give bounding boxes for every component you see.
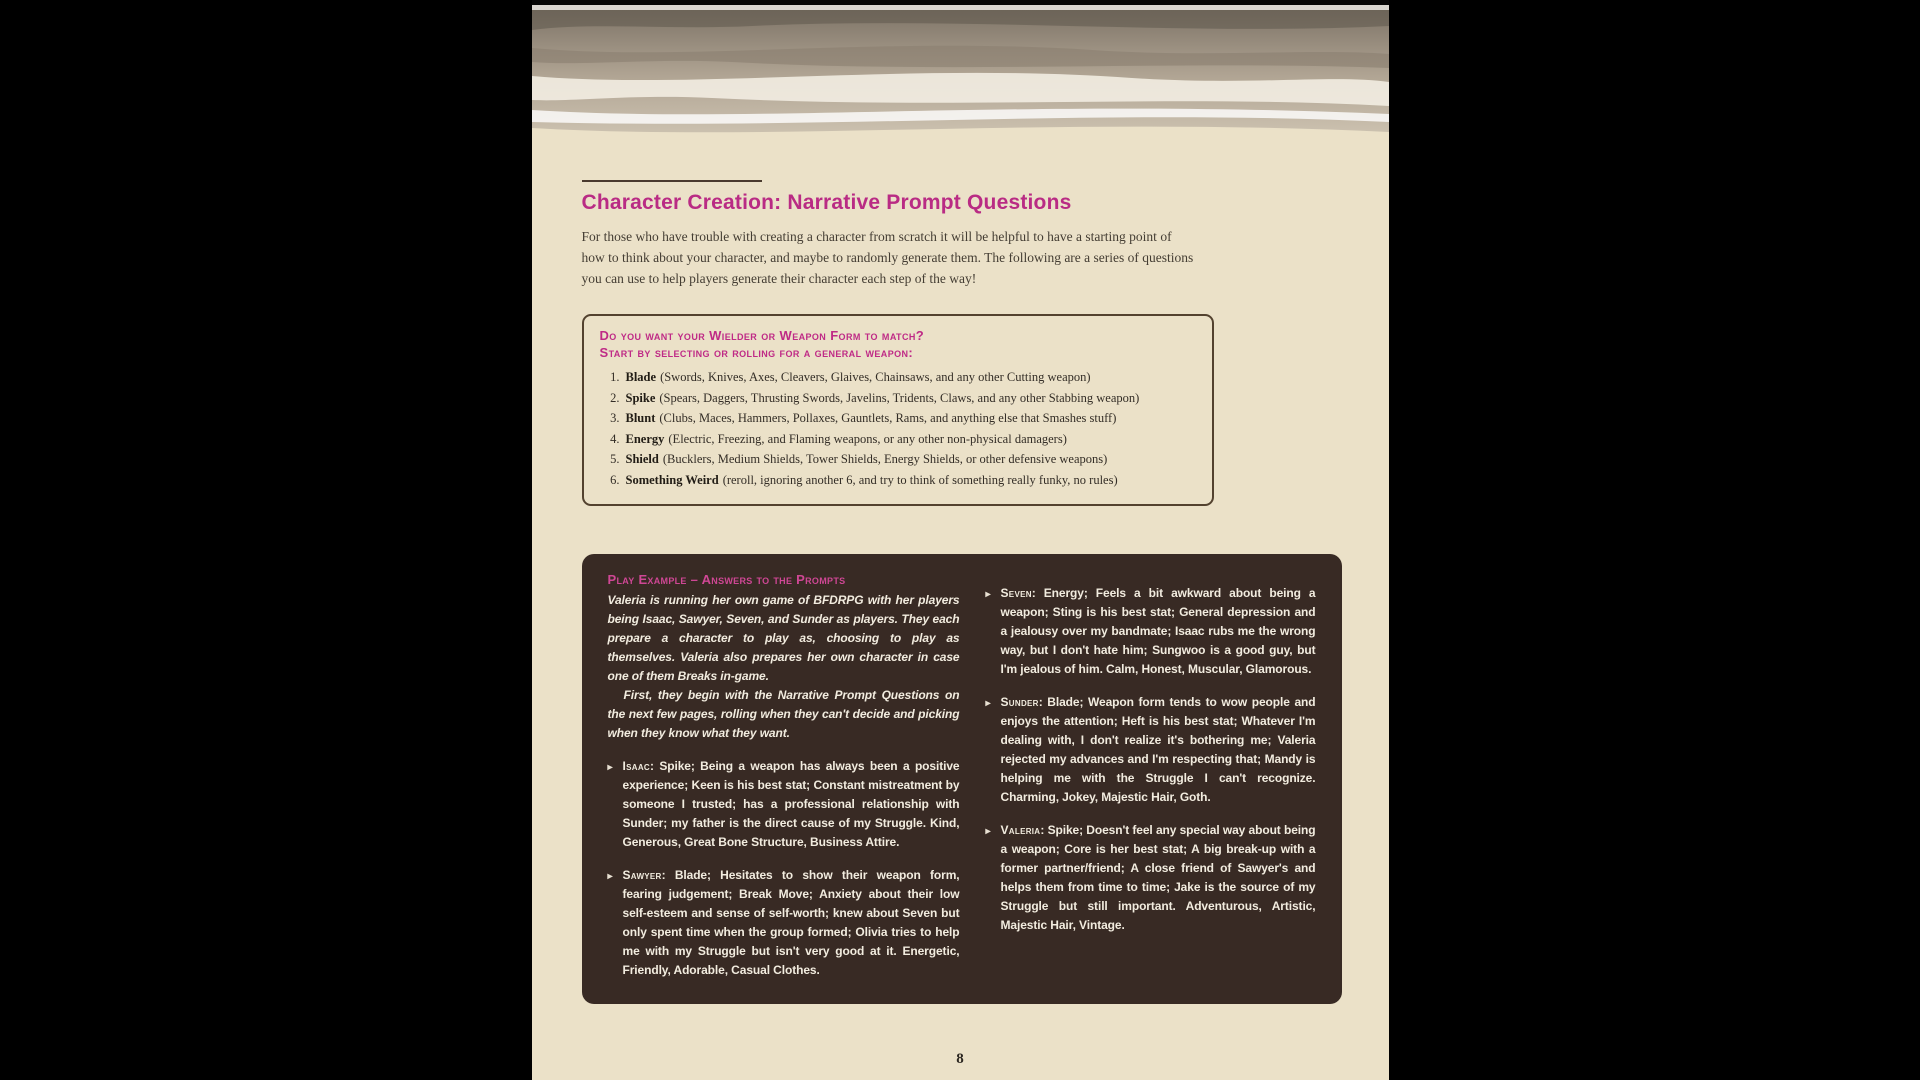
play-example-heading: Play Example – Answers to the Prompts	[607, 572, 846, 587]
character-description: : Blade; Weapon form tends to wow people and enjoys the attention; Heft is his best stat; Whatever I'm dealing with, I don't realize it's bothering me; Valeria rejected my advances and I'm respecting that; Mandy is helping me with the Struggle I can't recognize. Charming, Jokey, Majestic Hair, Goth.	[1000, 695, 1316, 804]
character-entry	[608, 866, 960, 980]
page-title: Character Creation: Narrative Prompt Questions	[581, 191, 1072, 214]
bullet-arrow-icon: ▸	[607, 762, 613, 773]
intro-paragraph: For those who have trouble with creating a character from scratch it will be helpful to have a starting point of how to think about your character, and maybe to randomly generate them. The following are a series of questions you can use to help players generate their character each step of the way!	[581, 229, 1194, 286]
page-content	[532, 180, 1389, 1004]
bullet-arrow-icon: ▸	[985, 698, 991, 709]
character-entry	[986, 693, 1316, 807]
weapon-box-heading: Do you want your Wielder or Weapon Form to match?	[599, 328, 925, 343]
weapon-list	[600, 367, 1196, 490]
character-description: : Spike; Doesn't feel any special way about being a weapon; Core is her best stat; A big break-up with a former partner/friend; A close friend of Sawyer's and helps them from time to time; Jake is the source of my Struggle but still important. Adventurous, Artistic, Majestic Hair, Vintage.	[1000, 823, 1316, 932]
weapon-desc: (Clubs, Maces, Hammers, Pollaxes, Gauntlets, Rams, and anything else that Smashes stuff)	[659, 411, 1117, 425]
play-example-box	[582, 554, 1342, 1004]
play-example-left-column	[608, 572, 960, 980]
bullet-arrow-icon: ▸	[607, 871, 613, 882]
weapon-desc: (Bucklers, Medium Shields, Tower Shields, Energy Shields, or other defensive weapons)	[662, 452, 1108, 466]
weapon-selection-box	[582, 314, 1214, 506]
title-divider	[582, 180, 762, 182]
weapon-box-subheading: Start by selecting or rolling for a general weapon:	[599, 345, 914, 360]
weapon-item-text	[626, 470, 1118, 491]
play-example-intro-continued: First, they begin with the Narrative Prompt Questions on the next few pages, rolling when they can't decide and picking when they know what they want.	[607, 688, 960, 740]
weapon-item-text	[626, 429, 1067, 450]
weapon-list-item	[600, 449, 1196, 470]
page-number: 8	[956, 1051, 964, 1067]
list-number: 1.	[610, 370, 620, 384]
weapon-item-text	[626, 408, 1117, 429]
weapon-name: Something Weird	[625, 472, 719, 487]
watercolor-hero-image	[532, 10, 1389, 156]
weapon-list-item	[600, 408, 1196, 429]
weapon-name: Shield	[625, 452, 659, 466]
character-name: Sunder	[1000, 695, 1039, 709]
play-example-right-column	[986, 572, 1316, 980]
bullet-arrow-icon: ▸	[985, 826, 991, 837]
character-entry	[986, 821, 1316, 935]
weapon-item-text	[626, 367, 1091, 388]
weapon-desc: (Spears, Daggers, Thrusting Swords, Javelins, Tridents, Claws, and any other Stabbing weapon)	[659, 390, 1140, 405]
list-number: 3.	[610, 411, 620, 425]
character-entry	[986, 584, 1316, 679]
weapon-item-text	[626, 388, 1140, 409]
character-name: Sawyer	[622, 868, 662, 882]
list-number: 2.	[610, 390, 620, 405]
character-name: Seven	[1000, 586, 1032, 600]
character-name: Isaac	[622, 759, 651, 773]
character-description: : Energy; Feels a bit awkward about being a weapon; Sting is his best stat; General depression and a jealousy over my bandmate; Isaac rubs me the wrong way, but I don't hate him; Sungwoo is a good guy, but I'm jealous of him. Calm, Honest, Muscular, Glamorous.	[1000, 586, 1316, 676]
weapon-name: Energy	[625, 431, 665, 446]
weapon-list-item	[600, 429, 1196, 450]
character-name: Valeria	[1000, 823, 1041, 837]
weapon-item-text	[626, 449, 1108, 470]
weapon-list-item	[600, 388, 1196, 409]
list-number: 4.	[610, 431, 620, 446]
list-number: 5.	[610, 452, 620, 466]
weapon-name: Spike	[625, 390, 656, 405]
weapon-list-item	[600, 470, 1196, 491]
weapon-desc: (Electric, Freezing, and Flaming weapons, or any other non-physical damagers)	[668, 431, 1067, 446]
weapon-desc: (reroll, ignoring another 6, and try to think of something really funky, no rules)	[722, 472, 1118, 487]
weapon-name: Blade	[625, 370, 657, 384]
list-number: 6.	[610, 472, 620, 487]
character-description: : Spike; Being a weapon has always been a positive experience; Keen is his best stat; Constant mistreatment by someone I trusted; has a professional relationship with Sunder; my father is the direct cause of my Struggle. Kind, Generous, Great Bone Structure, Business Attire.	[622, 759, 960, 849]
character-entry	[608, 757, 960, 852]
weapon-desc: (Swords, Knives, Axes, Cleavers, Glaives, Chainsaws, and any other Cutting weapon)	[660, 370, 1091, 384]
character-description: : Blade; Hesitates to show their weapon form, fearing judgement; Break Move; Anxiety about their low self-esteem and sense of self-worth; knew about Seven but only spent time when the group formed; Olivia tries to help me with my Struggle but isn't very good at it. Energetic, Friendly, Adorable, Casual Clothes.	[622, 868, 960, 977]
bullet-arrow-icon: ▸	[985, 589, 991, 600]
weapon-name: Blunt	[625, 411, 656, 425]
weapon-list-item	[600, 367, 1196, 388]
play-example-intro: Valeria is running her own game of BFDRPG with her players being Isaac, Sawyer, Seven, and Sunder as players. They each prepare a character to play as, choosing to play as themselves. Valeria also prepares her own character in case one of them Breaks in-game.	[607, 593, 960, 683]
document-page	[532, 0, 1389, 1080]
